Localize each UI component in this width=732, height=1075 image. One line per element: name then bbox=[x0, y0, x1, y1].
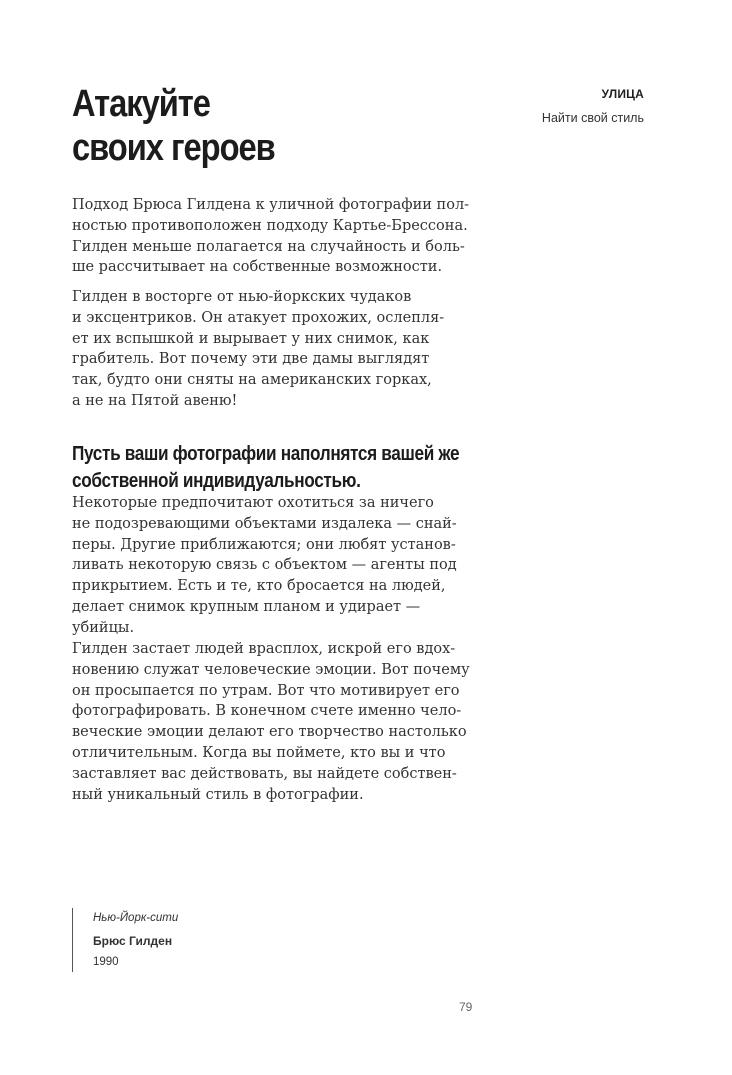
paragraph-2 bbox=[72, 287, 492, 412]
caption-year: 1990 bbox=[93, 956, 119, 968]
paragraph-line: так, будто они сняты на американских горках, bbox=[72, 372, 432, 389]
subheading-line-1: Пусть ваши фотографии наполнятся вашей же bbox=[72, 442, 460, 465]
paragraph-line: а не на Пятой авеню! bbox=[72, 392, 238, 409]
section-title: УЛИЦА bbox=[601, 87, 644, 101]
caption-author: Брюс Гилден bbox=[93, 934, 173, 948]
page-title-line-2: своих героев bbox=[72, 127, 275, 169]
paragraph-line: ет их вспышкой и вырывает у них снимок, как bbox=[72, 330, 430, 347]
paragraph-line: он просыпается по утрам. Вот что мотивирует его bbox=[72, 682, 460, 699]
paragraph-line: отличительным. Когда вы поймете, кто вы и что bbox=[72, 744, 446, 761]
paragraph-1 bbox=[72, 195, 492, 278]
paragraph-line: перы. Другие приближаются; они любят установ- bbox=[72, 536, 456, 553]
caption-place: Нью-Йорк-сити bbox=[93, 912, 179, 924]
paragraph-line: ностью противоположен подходу Картье-Брессона. bbox=[72, 217, 468, 234]
paragraph-line: веческие эмоции делают его творчество настолько bbox=[72, 724, 467, 741]
section-subtitle: Найти свой стиль bbox=[541, 111, 644, 125]
paragraph-line: Гилден застает людей врасплох, искрой его вдох- bbox=[72, 641, 456, 657]
subheading bbox=[72, 441, 459, 495]
paragraph-line: убийцы. bbox=[72, 619, 135, 636]
subheading-line-2: собственной индивидуальностью. bbox=[72, 469, 361, 492]
page-number: 79 bbox=[459, 1000, 473, 1014]
paragraph-line: Некоторые предпочитают охотиться за ничего bbox=[72, 495, 434, 511]
paragraph-line: Подход Брюса Гилдена к уличной фотографии пол- bbox=[72, 197, 470, 213]
paragraph-4 bbox=[72, 639, 492, 805]
paragraph-line: новению служат человеческие эмоции. Вот почему bbox=[72, 661, 470, 678]
paragraph-line: не подозревающими объектами издалека — снай- bbox=[72, 515, 457, 532]
paragraph-3 bbox=[72, 493, 492, 639]
paragraph-line: ше рассчитывает на собственные возможности. bbox=[72, 259, 443, 276]
paragraph-line: делает снимок крупным планом и удирает — bbox=[72, 598, 421, 615]
paragraph-line: грабитель. Вот почему эти две дамы выглядят bbox=[72, 351, 430, 368]
page-title-line-1: Атакуйте bbox=[72, 83, 210, 125]
paragraph-line: Гилден в восторге от нью-йоркских чудаков bbox=[72, 289, 412, 305]
paragraph-line: Гилден меньше полагается на случайность и боль- bbox=[72, 238, 465, 255]
paragraph-line: и эксцентриков. Он атакует прохожих, ослепля- bbox=[72, 309, 445, 326]
paragraph-line: ливать некоторую связь с объектом — агенты под bbox=[72, 557, 457, 574]
page-title bbox=[72, 82, 275, 170]
photo-caption bbox=[72, 908, 178, 972]
section-label bbox=[542, 86, 644, 126]
paragraph-line: ный уникальный стиль в фотографии. bbox=[72, 786, 364, 803]
paragraph-line: прикрытием. Есть и те, кто бросается на людей, bbox=[72, 578, 446, 595]
paragraph-line: заставляет вас действовать, вы найдете собствен- bbox=[72, 765, 457, 782]
paragraph-line: фотографировать. В конечном счете именно чело- bbox=[72, 703, 462, 720]
